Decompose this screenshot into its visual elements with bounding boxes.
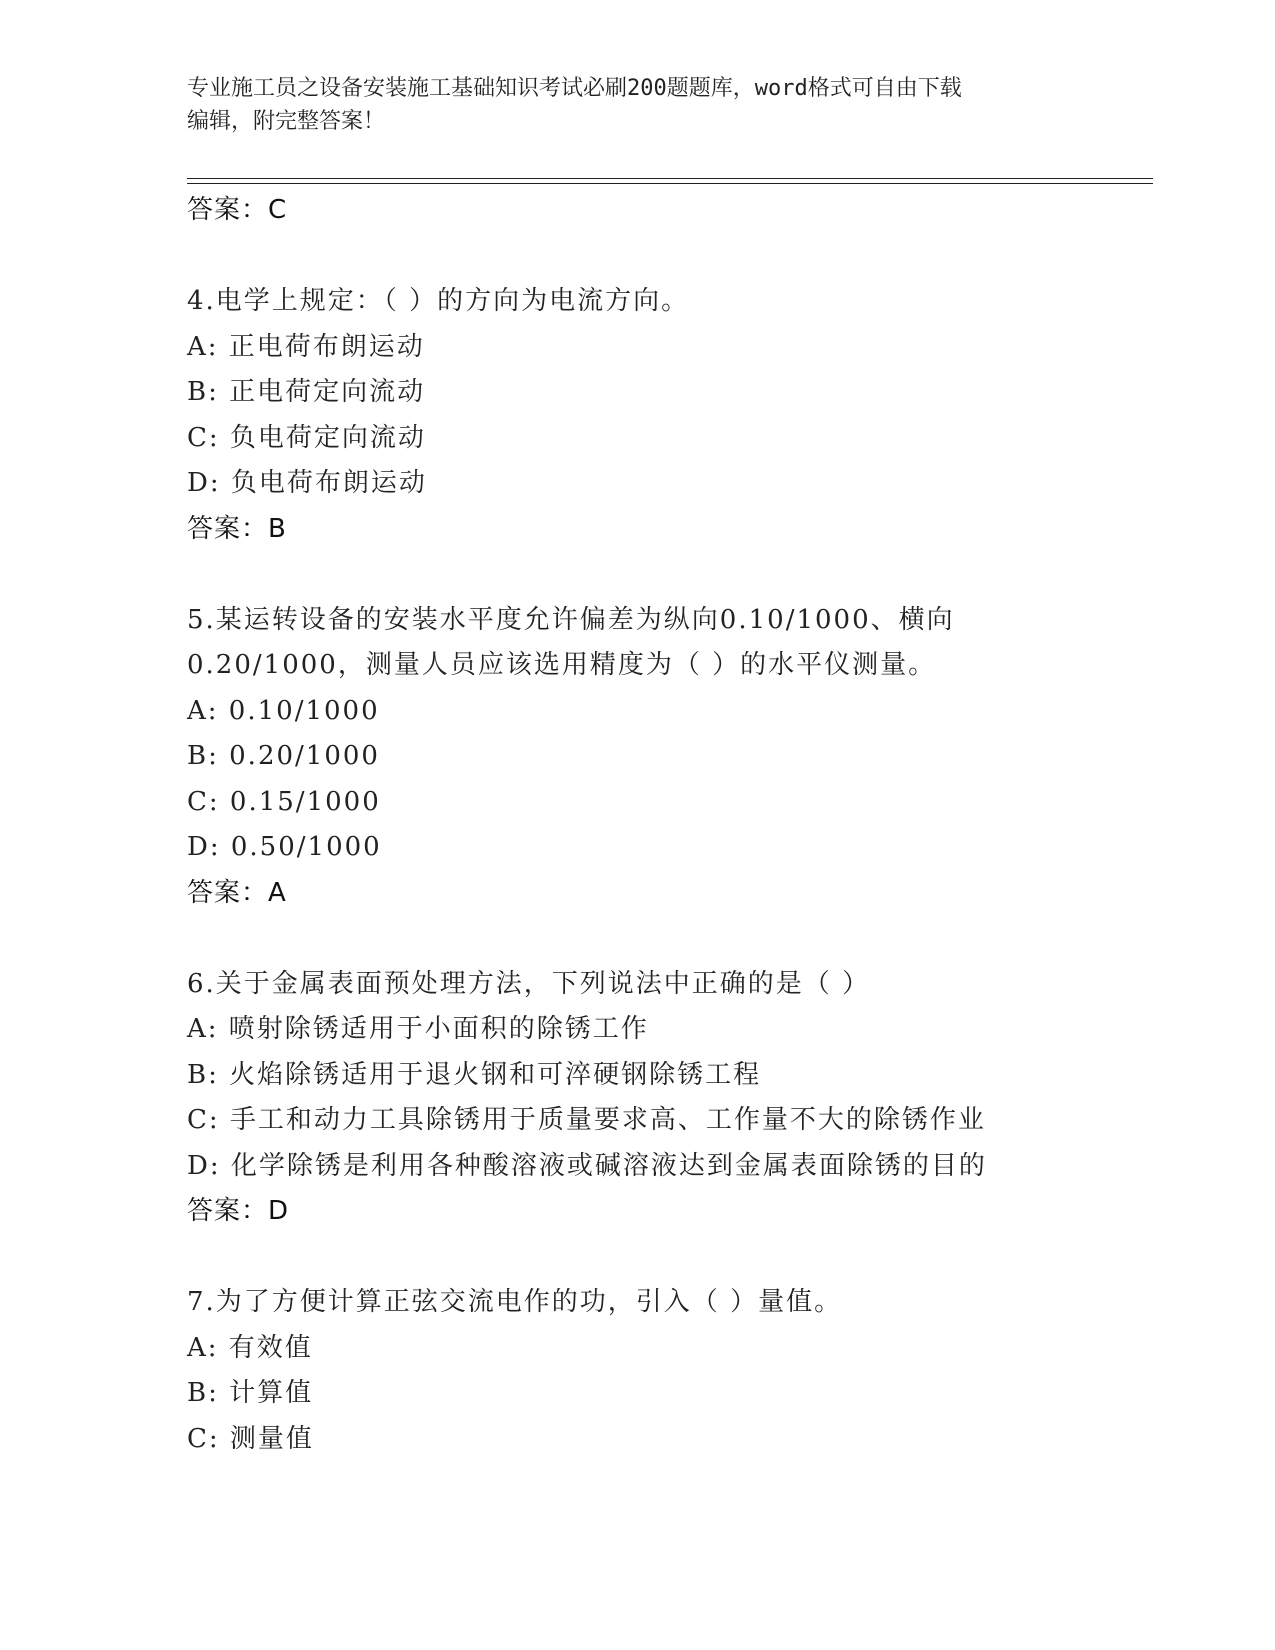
option-b: B: 0.20/1000	[187, 741, 380, 771]
header-rule-bottom	[187, 183, 1153, 184]
spacer	[187, 1235, 1147, 1281]
option-d: D: 0.50/1000	[187, 832, 382, 862]
option-c: C: 手工和动力工具除锈用于质量要求高、工作量不大的除锈作业	[187, 1105, 986, 1135]
document-header	[187, 72, 1087, 138]
question-stem-continued: 0.20/1000，测量人员应该选用精度为（ ）的水平仪测量。	[187, 650, 937, 680]
spacer	[187, 234, 1147, 280]
option-a: A: 正电荷布朗运动	[187, 331, 425, 362]
question-stem: 6.关于金属表面预处理方法，下列说法中正确的是（ ）	[187, 968, 871, 999]
option-b: B: 火焰除锈适用于退火钢和可淬硬钢除锈工程	[187, 1059, 762, 1090]
option-c: C: 0.15/1000	[187, 786, 381, 817]
option-b: B: 计算值	[187, 1378, 314, 1408]
answer-label: 答案：B	[187, 513, 287, 544]
question-item	[187, 1280, 1147, 1462]
header-rule-top	[187, 178, 1153, 179]
question-item	[187, 962, 1147, 1235]
option-c: C: 测量值	[187, 1423, 314, 1454]
question-list	[187, 188, 1147, 1462]
option-a: A: 喷射除锈适用于小面积的除锈工作	[187, 1014, 649, 1044]
option-c: C: 负电荷定向流动	[187, 422, 426, 453]
option-b: B: 正电荷定向流动	[187, 377, 426, 407]
option-d: D: 化学除锈是利用各种酸溶液或碱溶液达到金属表面除锈的目的	[187, 1150, 987, 1181]
answer-label: 答案：A	[187, 877, 287, 908]
question-item	[187, 279, 1147, 552]
header-title-line-1: 专业施工员之设备安装施工基础知识考试必刷200题题库，word格式可自由下载	[187, 76, 962, 101]
spacer	[187, 916, 1147, 962]
question-stem: 5.某运转设备的安装水平度允许偏差为纵向0.10/1000、横向	[187, 604, 955, 635]
header-title-line-2: 编辑，附完整答案！	[187, 109, 386, 134]
previous-answer: 答案：C	[187, 195, 288, 225]
question-stem: 7.为了方便计算正弦交流电作的功，引入（ ）量值。	[187, 1287, 843, 1317]
spacer	[187, 552, 1147, 598]
question-stem: 4.电学上规定：（ ）的方向为电流方向。	[187, 286, 690, 316]
option-a: A: 有效值	[187, 1332, 313, 1363]
answer-label: 答案：D	[187, 1196, 290, 1226]
option-d: D: 负电荷布朗运动	[187, 468, 427, 498]
option-a: A: 0.10/1000	[187, 695, 380, 726]
question-item	[187, 598, 1147, 917]
